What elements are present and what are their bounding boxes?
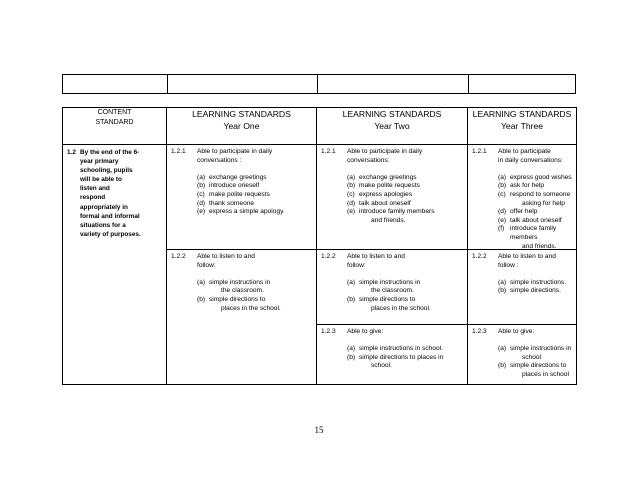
- cs-line: will be able to: [80, 176, 122, 184]
- cs-line: By the end of the 6-: [80, 149, 140, 156]
- list-item: (c) express apologies: [347, 190, 413, 198]
- curriculum-table: [62, 107, 577, 385]
- list-item-continuation: the classroom.: [221, 287, 264, 295]
- standard-text: conversations:: [347, 156, 390, 164]
- header-year-label: Year Two: [374, 121, 410, 131]
- list-item-continuation: school.: [371, 362, 392, 370]
- year-three-cell: [468, 145, 577, 385]
- header-year-three: [468, 108, 577, 145]
- header-standard-label: STANDARD: [95, 119, 134, 126]
- list-item: (a) simple instructions in: [197, 278, 271, 286]
- header-year-label: Year Three: [500, 121, 544, 131]
- list-item: (e) talk about oneself: [498, 216, 562, 224]
- list-item-continuation: places in the school.: [371, 304, 431, 312]
- standard-number: 1.2.2: [472, 253, 487, 260]
- standard-text: conversations :: [197, 156, 242, 164]
- list-item: (a) simple instructions in: [498, 345, 572, 353]
- cs-line: formal and informal: [80, 212, 140, 220]
- list-item: (a) express good wishes: [498, 173, 572, 181]
- standard-1-2-1: [167, 145, 316, 249]
- header-content-label: CONTENT: [97, 109, 132, 116]
- standard-text: Able to listen to and: [347, 253, 405, 260]
- standard-text: Able to listen to and: [197, 253, 255, 260]
- list-item: (b) simple directions to: [498, 362, 567, 370]
- list-item-continuation: places in school: [522, 370, 569, 378]
- standard-text: Able to listen to and: [498, 253, 556, 260]
- list-item: (a) simple instructions in school.: [347, 345, 443, 353]
- standard-number: 1.2.1: [472, 148, 487, 155]
- list-item: (a) exchange greetings: [347, 173, 417, 181]
- cs-line: appropriately in: [80, 203, 128, 211]
- standard-text: follow:: [197, 261, 216, 269]
- standard-1-2-1: [468, 145, 576, 249]
- cs-line: year primary: [80, 158, 119, 166]
- cs-line: schooling, pupils: [80, 167, 133, 175]
- standard-number: 1.2.3: [472, 328, 487, 335]
- cs-line: variety of purposes.: [80, 230, 141, 238]
- cs-line: situations for a: [80, 221, 126, 229]
- list-item: (c) respond to someone: [498, 190, 571, 198]
- cs-line: respond: [80, 194, 106, 202]
- standard-text: Able to give:: [347, 328, 384, 335]
- list-item: (d) talk about oneself: [347, 199, 411, 207]
- standard-text: in daily conversations:: [498, 156, 563, 164]
- standard-number: 1.2.2: [171, 253, 186, 260]
- standard-1-2-2: [317, 250, 467, 324]
- list-item: (a) simple instructions in: [347, 278, 421, 286]
- list-item: (b) simple directions.: [498, 287, 561, 295]
- content-standard-text: [63, 145, 166, 239]
- header-year-one: [167, 108, 317, 145]
- cs-line: listen and: [80, 185, 110, 193]
- year-two-cell: [317, 145, 468, 385]
- list-item: (b) simple directions to: [347, 295, 416, 303]
- list-item-continuation: and friends.: [522, 242, 557, 250]
- standard-1-2-3: [317, 325, 467, 375]
- list-item: (b) simple directions to places in: [347, 353, 444, 361]
- list-item: (e) express a simple apology.: [197, 208, 285, 216]
- empty-header-row: [62, 74, 576, 94]
- standard-text: Able to participate in daily: [347, 148, 423, 155]
- list-item: (b) make polite requests: [347, 182, 420, 190]
- list-item-continuation: school: [522, 353, 542, 361]
- table-body-row: [63, 145, 577, 385]
- year-one-cell: [167, 145, 317, 385]
- list-item: (e) introduce family members: [347, 208, 435, 216]
- header-learning-standards: LEARNING STANDARDS: [472, 109, 572, 119]
- list-item: (f) introduce family members: [498, 225, 557, 241]
- header-learning-standards: LEARNING STANDARDS: [192, 109, 291, 119]
- list-item: (b) introduce oneself: [197, 182, 260, 190]
- list-item: (d) offer help: [498, 208, 538, 216]
- list-item-continuation: asking for help: [522, 199, 565, 207]
- list-item-continuation: the classroom.: [371, 287, 414, 295]
- list-item: (d) thank someone: [197, 199, 255, 207]
- list-item: (b) ask for help: [498, 182, 545, 190]
- standard-number: 1.2.1: [171, 148, 186, 155]
- header-year-two: [317, 108, 468, 145]
- divider: [468, 75, 469, 93]
- table-header-row: [63, 108, 577, 145]
- standard-text: Able to participate: [498, 148, 551, 155]
- standard-1-2-2: [468, 250, 576, 324]
- standard-number: 1.2.2: [321, 253, 336, 260]
- standard-text: Able to participate in daily: [197, 148, 273, 155]
- list-item: (a) simple instructions.: [498, 278, 567, 286]
- header-learning-standards: LEARNING STANDARDS: [342, 109, 442, 119]
- standard-1-2-3: [468, 325, 576, 384]
- divider: [167, 75, 168, 93]
- standard-1-2-1: [317, 145, 467, 249]
- standard-number: 1.2.3: [321, 328, 336, 335]
- page-number: 15: [314, 425, 324, 435]
- standard-number: 1.2.1: [321, 148, 336, 155]
- standard-1-2-2: [167, 250, 316, 317]
- list-item: (b) simple directions to: [197, 295, 266, 303]
- header-year-label: Year One: [223, 121, 260, 131]
- list-item: (c) make polite requests: [197, 190, 270, 198]
- standard-text: follow:: [347, 261, 366, 269]
- list-item: (a) exchange greetings: [197, 173, 267, 181]
- header-content-standard: [63, 108, 167, 145]
- list-item-continuation: places in the school.: [221, 304, 281, 312]
- standard-text: Able to give:: [498, 328, 535, 335]
- divider: [317, 75, 318, 93]
- content-standard-cell: [63, 145, 167, 385]
- content-standard-number: 1.2: [67, 149, 76, 156]
- standard-text: follow :: [498, 261, 519, 269]
- list-item-continuation: and friends.: [371, 216, 406, 224]
